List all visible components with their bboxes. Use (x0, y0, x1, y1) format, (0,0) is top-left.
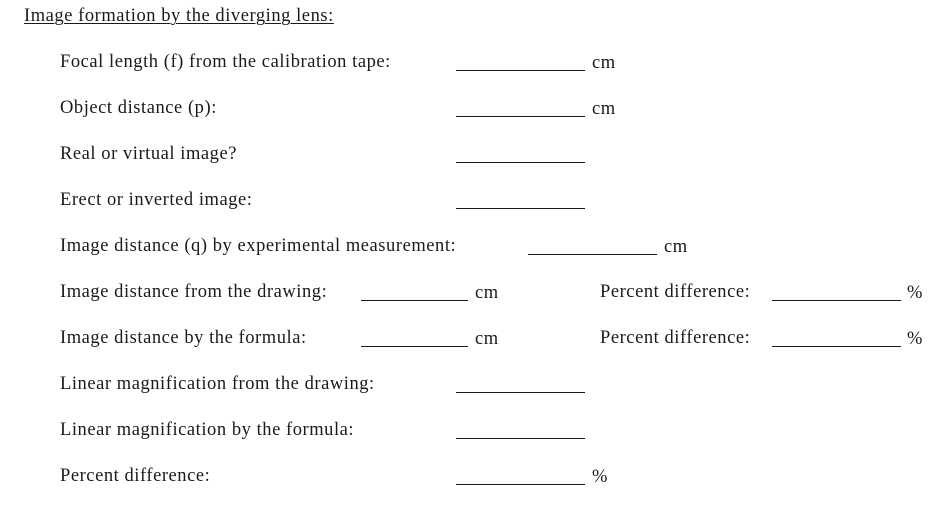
erect-or-inverted-label: Erect or inverted image: (60, 190, 253, 210)
image-distance-formula-unit: cm (475, 329, 499, 349)
final-percent-difference-answer-line[interactable] (456, 484, 585, 485)
image-distance-drawing-answer-line[interactable] (361, 300, 468, 301)
object-distance-label: Object distance (p): (60, 98, 217, 118)
section-heading: Image formation by the diverging lens: (24, 6, 334, 26)
object-distance-answer-line[interactable] (456, 116, 585, 117)
image-distance-experimental-unit: cm (664, 237, 688, 257)
image-distance-formula-percent-answer-line[interactable] (772, 346, 901, 347)
image-distance-drawing-percent-unit: % (907, 283, 923, 303)
image-distance-formula-label: Image distance by the formula: (60, 328, 307, 348)
real-or-virtual-answer-line[interactable] (456, 162, 585, 163)
image-distance-drawing-percent-label: Percent difference: (600, 282, 751, 302)
erect-or-inverted-answer-line[interactable] (456, 208, 585, 209)
final-percent-difference-label: Percent difference: (60, 466, 211, 486)
magnification-drawing-answer-line[interactable] (456, 392, 585, 393)
focal-length-answer-line[interactable] (456, 70, 585, 71)
magnification-drawing-label: Linear magnification from the drawing: (60, 374, 375, 394)
image-distance-drawing-percent-answer-line[interactable] (772, 300, 901, 301)
final-percent-difference-unit: % (592, 467, 608, 487)
image-distance-drawing-unit: cm (475, 283, 499, 303)
object-distance-unit: cm (592, 99, 616, 119)
focal-length-label: Focal length (f) from the calibration tape: (60, 52, 391, 72)
image-distance-formula-percent-label: Percent difference: (600, 328, 751, 348)
image-distance-experimental-answer-line[interactable] (528, 254, 657, 255)
image-distance-formula-answer-line[interactable] (361, 346, 468, 347)
image-distance-experimental-label: Image distance (q) by experimental measurement: (60, 236, 457, 256)
magnification-formula-answer-line[interactable] (456, 438, 585, 439)
focal-length-unit: cm (592, 53, 616, 73)
image-distance-drawing-label: Image distance from the drawing: (60, 282, 328, 302)
real-or-virtual-label: Real or virtual image? (60, 144, 237, 164)
magnification-formula-label: Linear magnification by the formula: (60, 420, 355, 440)
image-distance-formula-percent-unit: % (907, 329, 923, 349)
